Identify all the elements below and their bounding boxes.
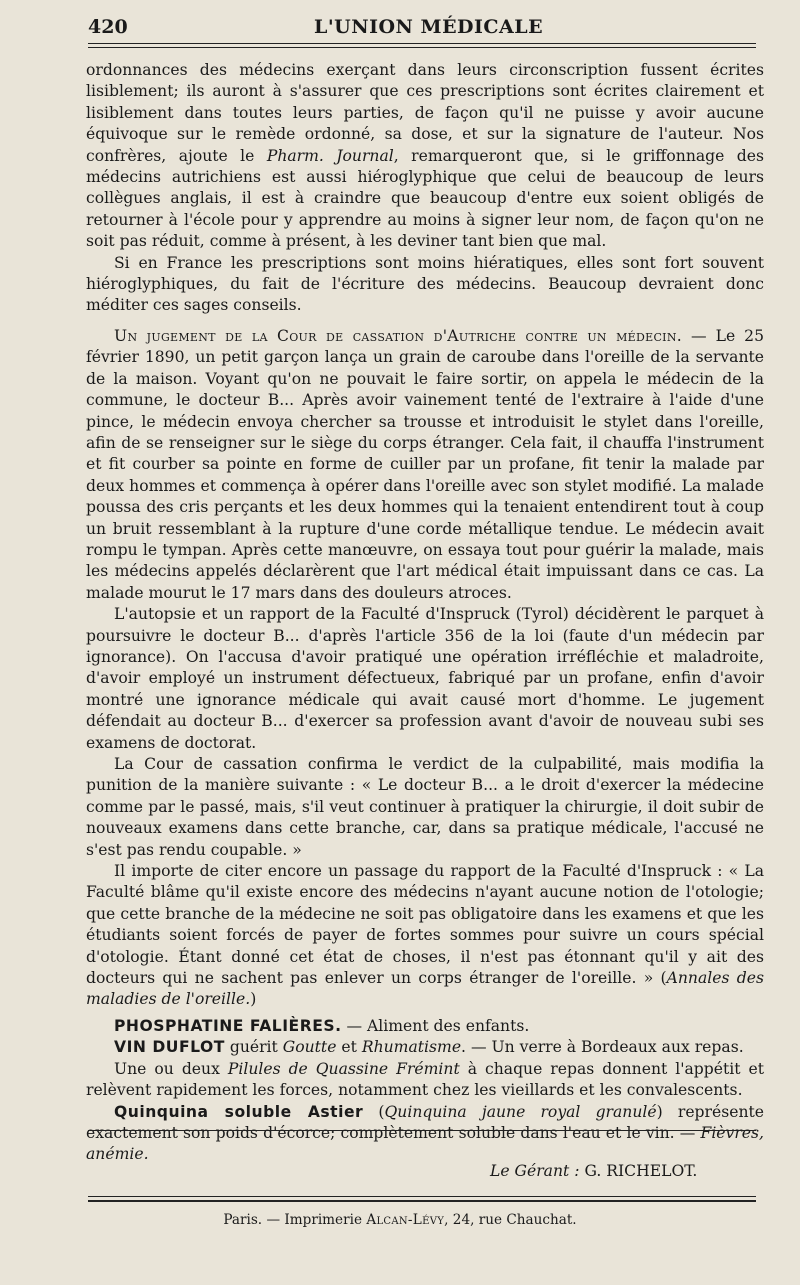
header-rule-second [88,47,756,48]
header-rule [88,43,756,44]
paragraph-cassation: La Cour de cassation confirma le verdict de la culpabilité, mais modifia la punition de la manière suivante : « Le docteur B... a le droit d'exercer la médecine comme par le passé, mais, s'il veut continuer à pratiquer la chirurgie, il doit subir de nouveaux examens dans cette branche, car, dans sa pratique médicale, l'accusé ne s'est pas rendu coupable. » [86,755,764,859]
page-header [0,8,800,42]
paragraph-faculty-report: Il importe de citer encore un passage du rapport de la Faculté d'Inspruck : « La Faculté blâme qu'il existe encore des médecins n'ayant aucune notion de l'otologie; que cette branche de la médecine ne soit pas obligatoire dans les examens et que les étudiants soient forcés de payer de fortes sommes pour suivre un cours spécial d'otologie. Étant donné cet état de choses, il n'est pas étonnant qu'il y ait des docteurs qui ne sachent pas enlever un corps étranger de l'oreille. » (Annales des maladies de l'oreille.) [86,862,764,1009]
gerant-signature: Le Gérant : G. RICHELOT. [490,1162,698,1180]
paragraph-prescriptions: ordonnances des médecins exerçant dans leurs circonscription fussent écrites lisiblement; ils auront à s'assurer que ces prescriptions sont écrites clairement et lisiblement dans toutes leurs parties, de façon qu'il ne puisse y avoir aucune équivoque sur le remède ordonné, sa dose, et sur la signature de l'auteur. Nos confrères, ajoute le Pharm. Journal, remarqueront que, si le griffonnage des médecins autrichiens est aussi hiéroglyphique que celui de beaucoup de leurs collègues anglais, il est à craindre que beaucoup d'entre eux soient obligés de retourner à l'école pour y apprendre au moins à signer leur nom, de façon qu'on ne soit pas réduit, comme à présent, à les deviner tant bien que mal. [86,61,765,251]
section-heading: Un jugement de la Cour de cassation d'Autriche contre un médecin. [114,326,683,345]
ad-vin-duflot: VIN DUFLOT guérit Goutte et Rhumatisme. — Un verre à Bordeaux aux repas. [114,1038,744,1057]
imprint-rule [88,1196,756,1197]
ad-pilules-quassine: Une ou deux Pilules de Quassine Frémint à chaque repas donnent l'appétit et relèvent rapidement les forces, notamment chez les vieillards et les convalescents. [86,1059,764,1100]
printer-imprint: Paris. — Imprimerie Alcan-Lévy, 24, rue Chauchat. [223,1212,577,1228]
imprint-rule-second [88,1200,756,1202]
article-body [86,60,764,1166]
page-number: 420 [88,16,128,38]
footer-rule [88,1130,756,1131]
paragraph-autopsy: L'autopsie et un rapport de la Faculté d'Inspruck (Tyrol) décidèrent le parquet à poursuivre le docteur B... d'après l'article 356 de la loi (faute d'un médecin par ignorance). On l'accusa d'avoir pratiqué une opération irréfléchie et maladroite, d'avoir employé un instrument défectueux, fabriqué par un profane, enfin d'avoir montré une ignorance médicale qui avait causé mort d'homme. Le jugement défendait au docteur B... d'exercer sa profession avant d'avoir de nouveau subi ses examens de doctorat. [86,605,764,752]
ad-phosphatine: PHOSPHATINE FALIÈRES. — Aliment des enfants. [114,1016,530,1035]
paragraph-france: Si en France les prescriptions sont moins hiératiques, elles sont fort souvent hiéroglyphiques, du fait de l'écriture des médecins. Beaucoup devraient donc méditer ces sages conseils. [86,253,764,315]
paragraph-judgment: Un jugement de la Cour de cassation d'Autriche contre un médecin. — Le 25 février 1890, un petit garçon lança un grain de caroube dans l'oreille de la servante de la maison. Voyant qu'on ne pouvait le faire sortir, on appela le médecin de la commune, le docteur B... Après avoir vainement tenté de l'extraire à l'aide d'une pince, le médecin envoya chercher sa trousse et introduisit le stylet dans l'oreille, afin de se renseigner sur le siège du corps étranger. Cela fait, il chauffa l'instrument et fit courber sa pointe en forme de cuiller par un profane, fit tenir la malade par deux hommes et commença à opérer dans l'oreille avec son stylet modifié. La malade poussa des cris perçants et les deux hommes qui la tenaient entendirent tout à coup un bruit ressemblant à la rupture d'une corde métallique tendue. Le médecin avait rompu le tympan. Après cette manœuvre, on essaya tout pour guérir la malade, mais les médecins appelés déclarèrent que l'art médical était impuissant dans ce cas. La malade mourut le 17 mars dans des douleurs atroces. [86,326,765,602]
ad-quinquina-astier: Quinquina soluble Astier (Quinquina jaune royal granulé) représente exactement son poids d'écorce; complètement soluble dans l'eau et le vin. — Fièvres, anémie. [86,1102,764,1164]
running-title: L'UNION MÉDICALE [314,16,544,38]
